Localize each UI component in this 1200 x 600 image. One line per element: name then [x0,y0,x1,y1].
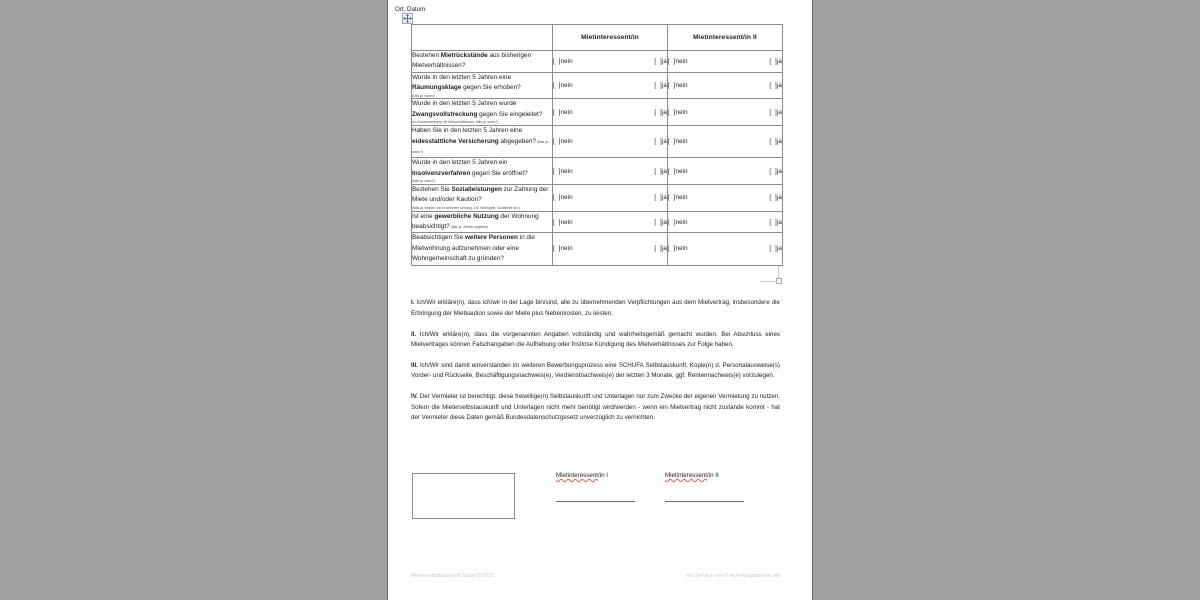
declaration-marker: II. [411,330,417,338]
signature-label-tenant-2 [665,472,747,479]
table-row [412,99,783,126]
question-cell[interactable]: Beziehen Sie Sozialleistungen zur Zahlung der Miete und/oder Kaution? (falls ja, welche und in welchem Umfang, z.B. Wohngeld, Sozialhilfe etc.) [412,184,553,211]
question-keyword: Räumungsklage [412,84,462,92]
checkbox-option-ja[interactable]: [ ]ja [654,57,667,65]
answer-cell-tenant-2 [668,233,783,265]
answer-row [553,82,667,89]
answer-cell-tenant-2 [668,126,783,158]
checkbox-option-nein[interactable]: [ ]nein [553,218,573,226]
declaration-paragraph [411,361,780,382]
checkbox-option-nein[interactable]: [ ]nein [553,108,573,116]
table-body [412,51,783,266]
answer-cell-tenant-1 [553,51,668,73]
questions-table[interactable] [411,24,783,266]
move-crosshair-icon [403,14,412,23]
checkbox-option-ja[interactable]: [ ]ja [769,218,782,226]
question-note: (falls ja, wann?) [412,179,436,183]
checkbox-option-ja[interactable]: [ ]ja [654,138,667,146]
checkbox-option-ja[interactable]: [ ]ja [654,245,667,253]
table-row [412,184,783,211]
header-tenant-1: Mietinteressent/in [553,25,668,51]
question-cell[interactable]: Haben Sie in den letzten 5 Jahren eine eidesstattliche Versicherung abgegeben? (falls ja, wann?) [412,126,553,158]
question-cell[interactable]: Beabsichtigen Sie weitere Personen in die Mietwohnung aufzunehmen oder eine Wohngemeinschaft zu gründen? [412,233,553,265]
signature-label-tenant-1 [556,472,638,479]
answer-cell-tenant-2 [668,158,783,185]
declaration-text: Ich/Wir erkläre(n), dass die vorgenannten Angaben vollständig und wahrheitsgemäß gemacht wurden. Bei Abschluss eines Mietvertrages können Falschangaben die Aufhebung oder fristlose Kündigung des Mietverhältnisses zur Folge haben. [411,330,780,349]
checkbox-option-nein[interactable]: [ ]nein [668,57,688,65]
checkbox-option-ja[interactable]: [ ]ja [769,82,782,90]
checkbox-option-nein[interactable]: [ ]nein [553,194,573,202]
question-note: (falls ja, welche und in welchem Umfang, z.B. Wohngeld, Sozialhilfe etc.) [412,205,520,210]
ort-datum-label: Ort, Datum [395,6,426,13]
checkbox-option-nein[interactable]: [ ]nein [668,218,688,226]
question-cell[interactable]: Bestehen Mietrückstände aus bisherigen Mietverhältnissen? [412,51,553,73]
answer-row [668,168,782,175]
signature-line-tenant-2[interactable] [665,501,744,502]
answer-cell-tenant-1 [553,72,668,99]
table-row [412,158,783,185]
question-keyword: Sozialleistungen [451,185,502,193]
table-row [412,51,783,73]
question-note: (falls ja, Zweck angeben) [449,225,489,229]
checkbox-option-ja[interactable]: [ ]ja [654,108,667,116]
checkbox-option-nein[interactable]: [ ]nein [553,138,573,146]
checkbox-option-nein[interactable]: [ ]nein [553,245,573,253]
checkbox-option-ja[interactable]: [ ]ja [654,167,667,175]
question-cell[interactable]: Wurde in den letzten 5 Jahren wurde Zwangsvollstreckung gegen Sie eingeleitet? (im Zusammenhang mit Mietverhältnissen, falls ja, wann?) [412,99,553,126]
question-keyword: Mietrückstände [440,52,488,59]
declaration-paragraph [411,298,780,319]
question-cell[interactable]: Ist eine gewerbliche Nutzung der Wohnung beabsichtigt? (falls ja, Zweck angeben) [412,211,553,233]
answer-row [553,109,667,116]
answer-cell-tenant-2 [668,184,783,211]
checkbox-option-ja[interactable]: [ ]ja [654,218,667,226]
signature-label-tenant-1-word: Mietinteressent [556,472,598,479]
checkbox-option-ja[interactable]: [ ]ja [769,108,782,116]
answer-row [553,194,667,201]
declaration-text: Der Vermieter ist berechtigt, diese freiwillige(n) Selbstauskunft und Unterlagen nur zum Zwecke der eigenen Vermietung zu nutzen. Sofern die Mieterselbstauskunft und Unterlagen nicht mehr benötigt wird/werden - wenn ein Mietvertrag nicht zustande kommt - hat der Vermieter diese Daten gemäß Bundesdatenschutzgesetz unverzüglich zu vernichten. [411,393,780,422]
signature-line-tenant-1[interactable] [556,501,635,502]
document-page [388,0,812,600]
question-keyword: Insolvenzverfahren [412,169,471,177]
checkbox-option-nein[interactable]: [ ]nein [668,108,688,116]
checkbox-option-nein[interactable]: [ ]nein [553,167,573,175]
checkbox-option-ja[interactable]: [ ]ja [769,194,782,202]
checkbox-option-ja[interactable]: [ ]ja [654,194,667,202]
answer-cell-tenant-1 [553,99,668,126]
table-move-handle-icon[interactable] [402,13,413,24]
question-keyword: weitere Personen [464,234,518,242]
checkbox-option-ja[interactable]: [ ]ja [769,245,782,253]
ort-datum-box[interactable] [412,473,515,519]
checkbox-option-nein[interactable]: [ ]nein [553,82,573,90]
signature-label-tenant-1-suffix: /in I [597,472,608,479]
table-row [412,233,783,265]
checkbox-option-nein[interactable]: [ ]nein [668,82,688,90]
question-keyword: gewerbliche Nutzung [434,212,499,220]
question-cell[interactable]: Wurde in den letzten 5 Jahren ein Insolvenzverfahren gegen Sie eröffnet? (falls ja, wann?) [412,158,553,185]
answer-row [553,168,667,175]
question-keyword: eidesstattliche Versicherung [412,137,499,145]
declaration-text: Ich/Wir erkläre(n), dass ich/wir in der Lage bin/sind, alle zu übernehmenden Verpflichtungen aus dem Mietvertrag, insbesondere die Erbringung der Mietkaution sowie der Miete plus Nebenkosten, zu leisten. [411,299,780,317]
table-row [412,72,783,99]
checkbox-option-ja[interactable]: [ ]ja [654,82,667,90]
checkbox-option-ja[interactable]: [ ]ja [769,167,782,175]
question-cell[interactable]: Wurde in den letzten 5 Jahren eine Räumungsklage gegen Sie erhoben? (falls ja, wann?) [412,72,553,99]
answer-row [668,245,782,252]
answer-cell-tenant-1 [553,126,668,158]
answer-cell-tenant-1 [553,211,668,233]
checkbox-option-ja[interactable]: [ ]ja [769,138,782,146]
checkbox-option-nein[interactable]: [ ]nein [668,138,688,146]
table-row [412,126,783,158]
declaration-paragraph [411,392,780,424]
checkbox-option-nein[interactable]: [ ]nein [668,245,688,253]
table-resize-guide-horizontal [760,281,776,282]
answer-row [553,58,667,65]
table-resize-guide-vertical [778,266,779,278]
answer-row [668,109,782,116]
answer-cell-tenant-2 [668,211,783,233]
checkbox-option-ja[interactable]: [ ]ja [769,57,782,65]
answer-cell-tenant-1 [553,184,668,211]
answer-row [553,219,667,226]
answer-row [668,138,782,145]
signature-label-tenant-2-suffix: /in II [706,472,719,479]
answer-row [553,245,667,252]
checkbox-option-nein[interactable]: [ ]nein [668,194,688,202]
answer-cell-tenant-1 [553,158,668,185]
signature-group-tenant-2 [665,472,747,502]
table-row [412,211,783,233]
answer-row [668,194,782,201]
checkbox-option-nein[interactable]: [ ]nein [668,167,688,175]
footer-right-text: ein Service von © wohnungsboerse.net [686,573,780,579]
declaration-marker: IV. [411,393,418,401]
answer-row [553,138,667,145]
answer-row [668,58,782,65]
answer-row [668,82,782,89]
answer-cell-tenant-2 [668,99,783,126]
answer-cell-tenant-2 [668,72,783,99]
checkbox-option-nein[interactable]: [ ]nein [553,57,573,65]
declaration-paragraph [411,330,780,351]
question-note: (falls ja, wann?) [412,93,436,98]
table-resize-handle-icon[interactable] [776,278,782,284]
declaration-marker: I. [411,299,415,307]
header-tenant-2: Mietinteressent/in II [668,25,783,51]
declarations-section [411,292,780,434]
question-note: (im Zusammenhang mit Mietverhältnissen, falls ja, wann?) [412,120,499,125]
header-blank [412,25,553,51]
question-keyword: Zwangsvollstreckung [412,110,478,118]
answer-cell-tenant-1 [553,233,668,265]
table-header [412,25,783,51]
footer-left-text: Mieterselbstauskunft Stand 5/2021 [411,573,495,579]
answer-row [668,219,782,226]
table-header-row [412,25,783,51]
question-note: (falls ja, wann?) [412,139,549,154]
document-footer [411,573,780,579]
answer-cell-tenant-2 [668,51,783,73]
declaration-marker: III. [411,361,418,369]
signature-group-tenant-1 [556,472,638,502]
declaration-text: Ich/Wir sind damit einverstanden im weiteren Bewerbungsprozess eine SCHUFA Selbstauskunft, Kopie(n) d. Personalausweise(s) Vorder- und Rückseite, Beschäftigungsnachweis(e), Verdienstnachweis(e) der letzten 3 Monate, ggf. Rentennachweis(e) vorzulegen. [411,361,780,380]
signature-label-tenant-2-word: Mietinteressent [665,472,707,479]
